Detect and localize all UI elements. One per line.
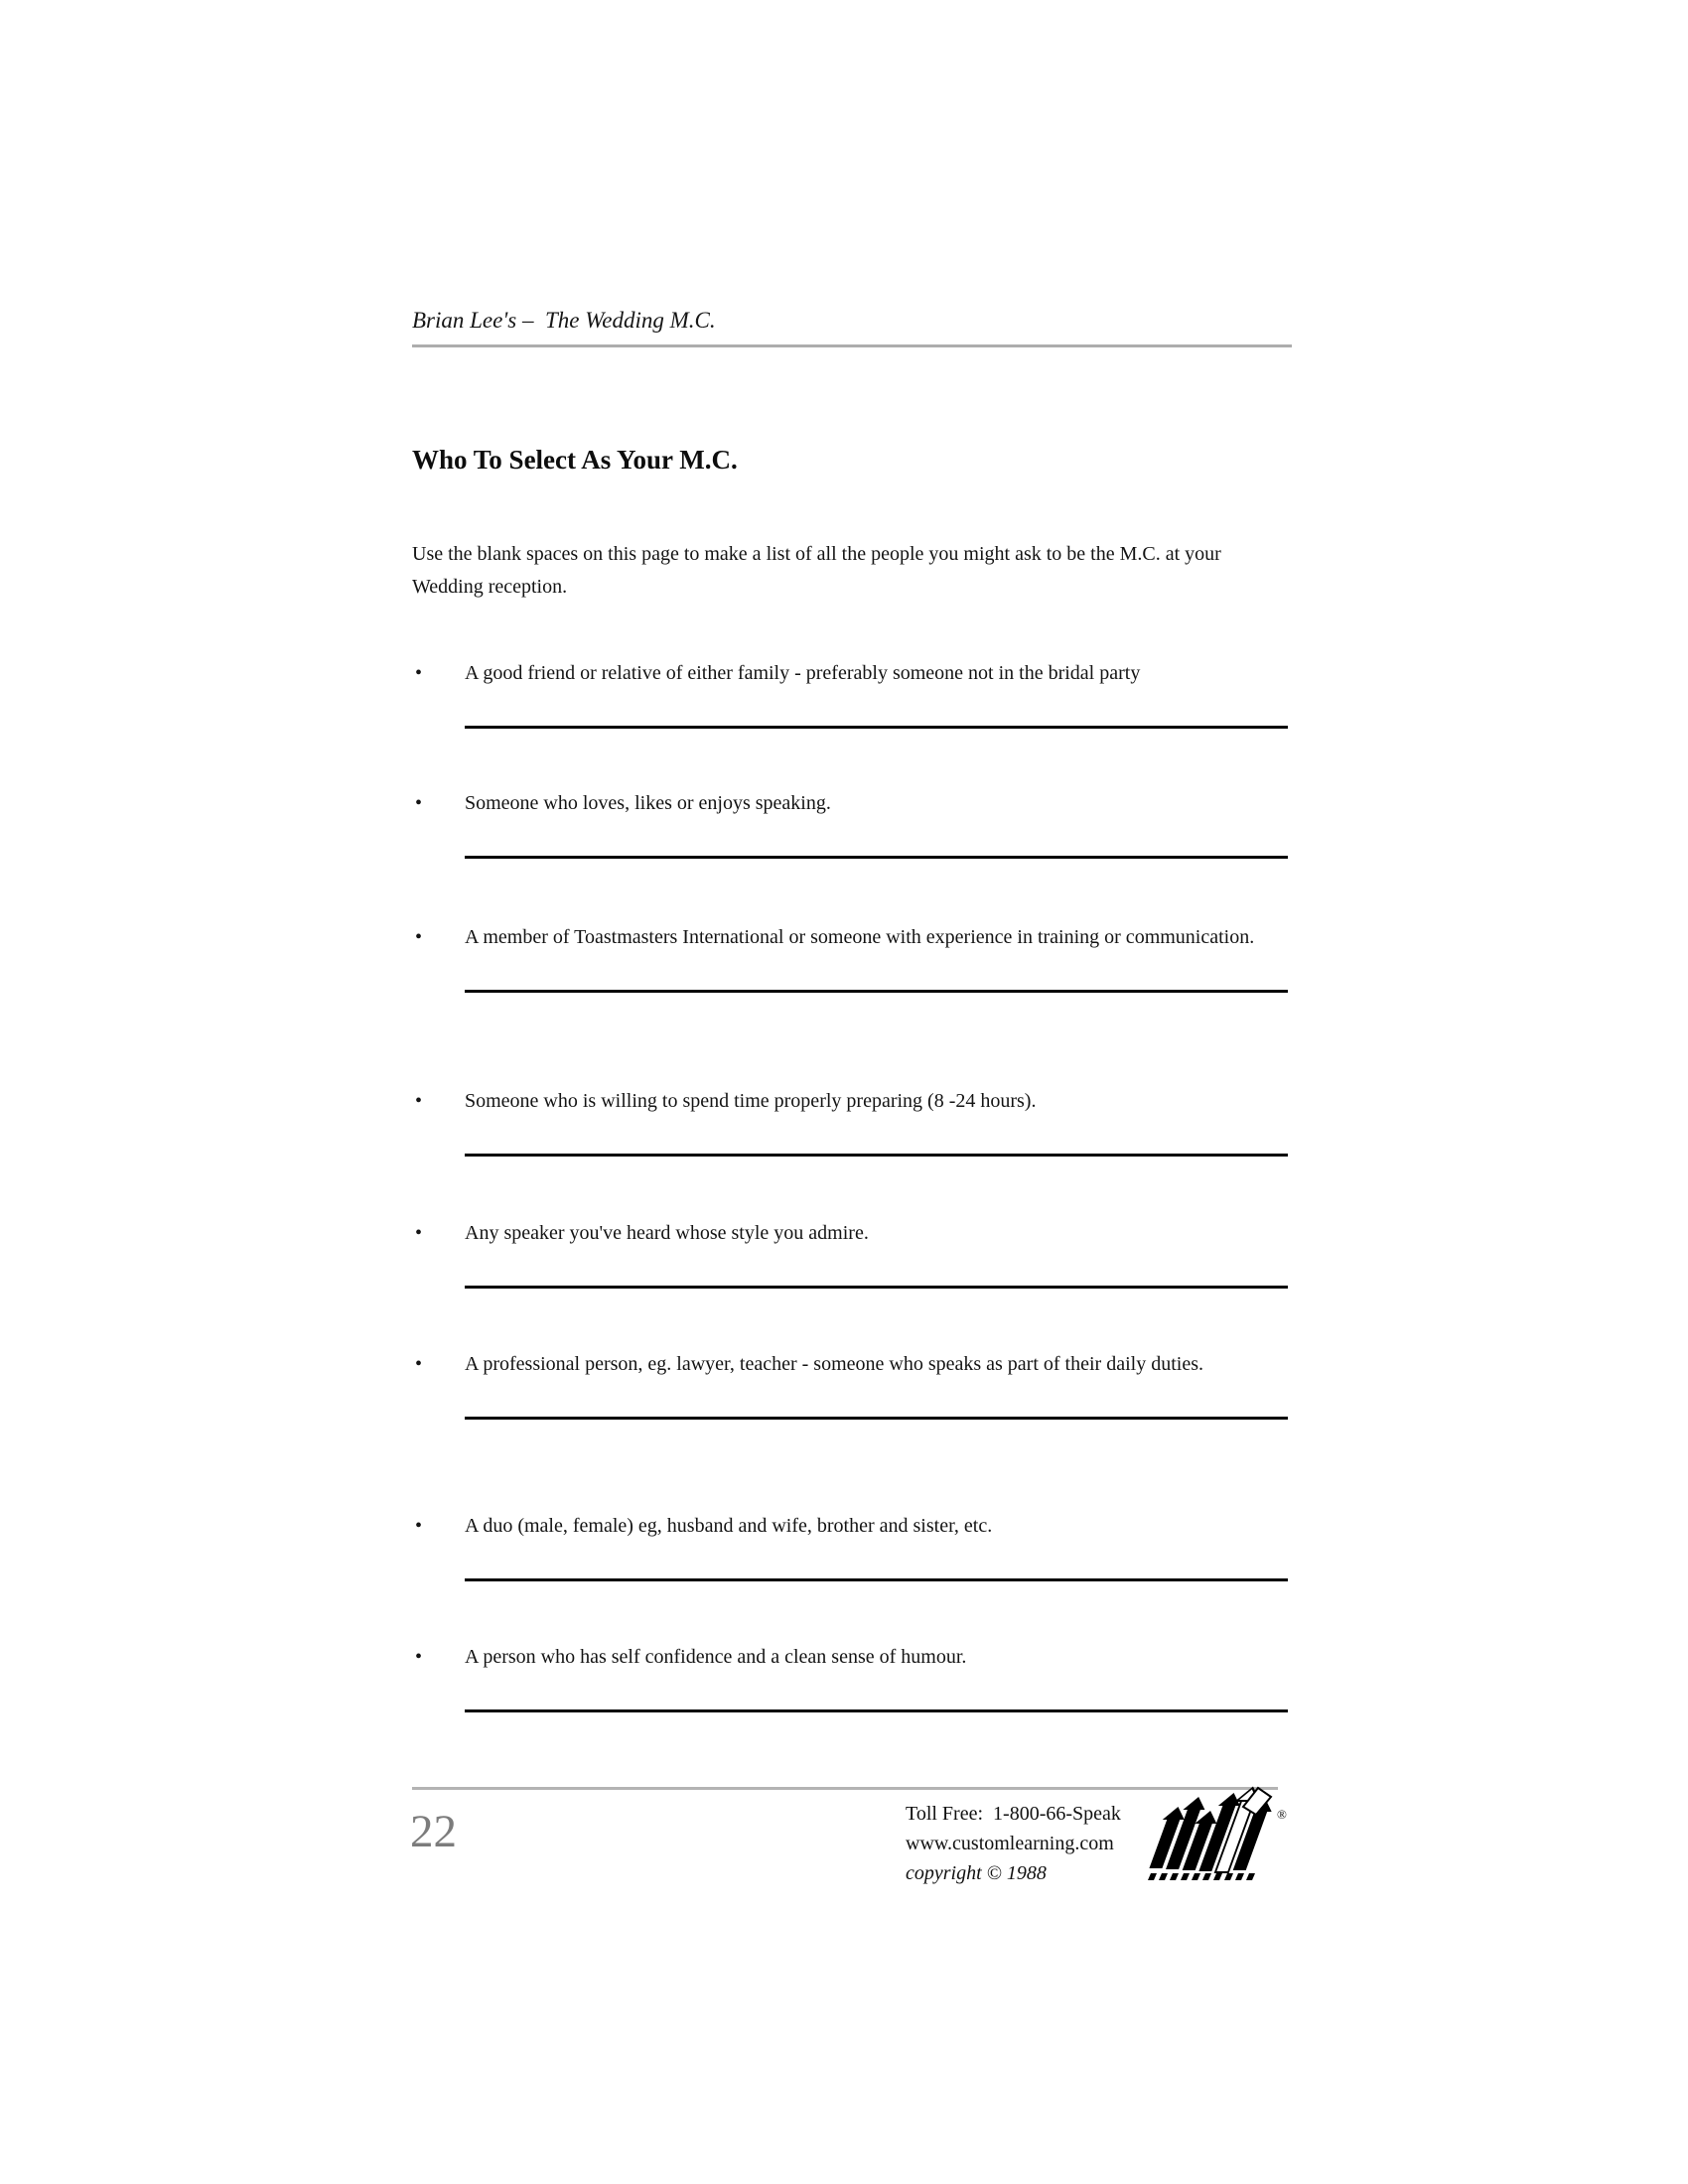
blank-writing-line	[465, 1286, 1288, 1289]
page-title: Who To Select As Your M.C.	[412, 445, 738, 475]
blank-writing-line	[465, 856, 1288, 859]
blank-writing-line	[465, 1709, 1288, 1712]
registered-trademark: ®	[1277, 1807, 1287, 1822]
bullet-text: A good friend or relative of either family - preferably someone not in the bridal party	[465, 662, 1141, 684]
custom-learning-arrows-logo	[1148, 1785, 1287, 1881]
bullet-text: A member of Toastmasters International or someone with experience in training or communication.	[465, 926, 1255, 948]
bullet-icon: •	[415, 926, 423, 948]
bullet-icon: •	[415, 1090, 423, 1112]
bullet-icon: •	[415, 1646, 423, 1668]
intro-paragraph: Use the blank spaces on this page to make a list of all the people you might ask to be the M.C. at your Wedding reception.	[412, 543, 1221, 598]
bullet-text: A person who has self confidence and a clean sense of humour.	[465, 1646, 967, 1668]
list-item	[412, 921, 1291, 993]
bullet-icon: •	[415, 1353, 423, 1375]
bullet-icon: •	[415, 792, 423, 814]
list-item	[412, 1348, 1291, 1420]
list-item	[412, 1085, 1291, 1157]
blank-writing-line	[465, 990, 1288, 993]
bullet-text: Any speaker you've heard whose style you admire.	[465, 1222, 869, 1244]
website-url: www.customlearning.com	[906, 1833, 1114, 1854]
blank-writing-line	[465, 1154, 1288, 1157]
bullet-text: Someone who is willing to spend time properly preparing (8 -24 hours).	[465, 1090, 1037, 1112]
running-header: Brian Lee's – The Wedding M.C.	[412, 308, 716, 333]
bullet-icon: •	[415, 1222, 423, 1244]
toll-free-number: Toll Free: 1-800-66-Speak	[906, 1803, 1121, 1825]
list-item	[412, 787, 1291, 859]
blank-writing-line	[465, 726, 1288, 729]
blank-writing-line	[465, 1578, 1288, 1581]
page-number: 22	[410, 1806, 457, 1857]
bullet-icon: •	[415, 662, 423, 684]
bullet-text: A duo (male, female) eg, husband and wife, brother and sister, etc.	[465, 1515, 993, 1537]
footer-contact-block	[906, 1799, 1121, 1888]
copyright-notice: copyright © 1988	[906, 1862, 1047, 1884]
bullet-icon: •	[415, 1515, 423, 1537]
list-item	[412, 1641, 1291, 1712]
list-item	[412, 657, 1291, 729]
bullet-text: A professional person, eg. lawyer, teacher - someone who speaks as part of their daily duties.	[465, 1353, 1203, 1375]
blank-writing-line	[465, 1417, 1288, 1420]
bullet-text: Someone who loves, likes or enjoys speaking.	[465, 792, 831, 814]
header-rule	[412, 344, 1292, 347]
list-item	[412, 1217, 1291, 1289]
logo-base-strip	[1148, 1873, 1255, 1880]
arrows-pencil-logo-icon	[1148, 1785, 1287, 1881]
list-item	[412, 1510, 1291, 1581]
